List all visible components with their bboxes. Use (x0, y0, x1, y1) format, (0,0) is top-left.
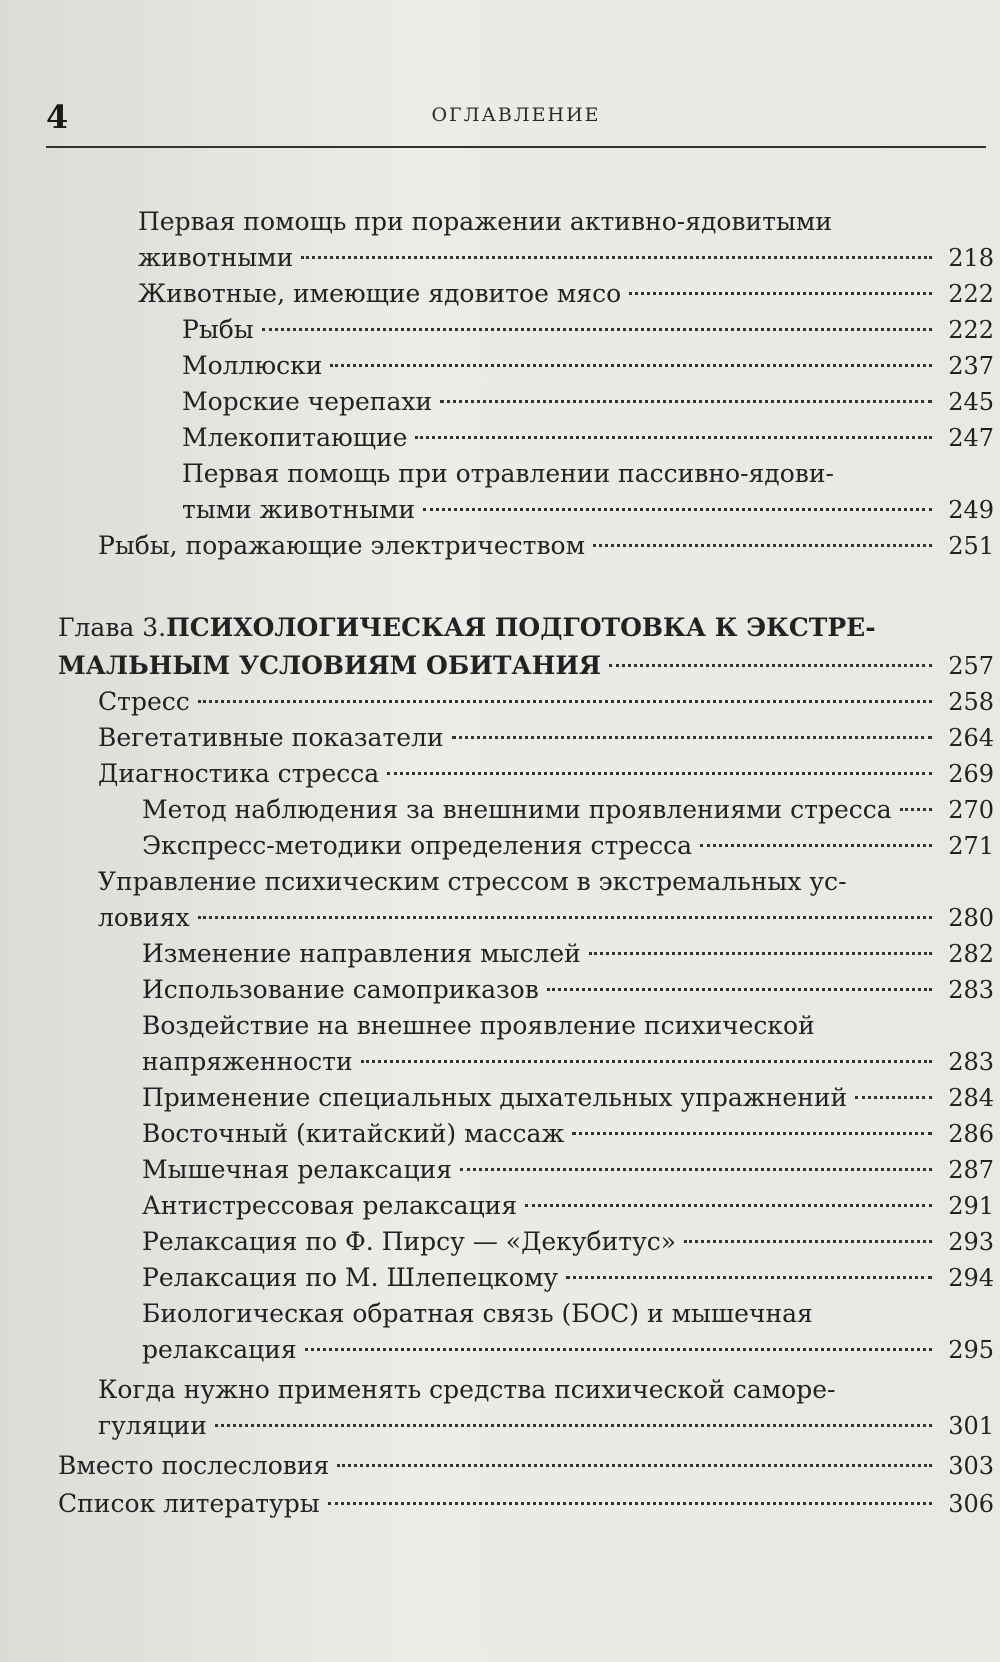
toc-page-number: 283 (948, 976, 994, 1004)
toc-page-number: 251 (948, 532, 994, 560)
toc-page-number: 280 (948, 904, 994, 932)
toc-entry-title: Рыбы, поражающие электричеством (98, 531, 586, 560)
toc-page-number: 282 (948, 940, 994, 968)
dot-leader (900, 808, 932, 811)
toc-page-number: 257 (948, 652, 994, 680)
toc-page-number: 291 (948, 1192, 994, 1220)
toc-entry-title-continued: релаксация (142, 1335, 297, 1364)
toc-entry-title: Первая помощь при поражении активно-ядовитыми (138, 207, 832, 236)
toc-entry-title: Животные, имеющие ядовитое мясо (138, 279, 622, 308)
toc-entry-title: Экспресс-методики определения стресса (142, 831, 693, 860)
dot-leader (629, 292, 932, 295)
toc-entry-title: Вегетативные показатели (98, 723, 444, 752)
dot-leader (452, 736, 932, 739)
dot-leader (593, 544, 932, 547)
toc-page-number: 264 (948, 724, 994, 752)
dot-leader (440, 400, 932, 403)
toc-page-number: 247 (948, 424, 994, 452)
chapter-title: ПСИХОЛОГИЧЕСКАЯ ПОДГОТОВКА К ЭКСТРЕ- (166, 613, 876, 642)
toc-page-number: 284 (948, 1084, 994, 1112)
toc-entry-title: Изменение направления мыслей (142, 939, 581, 968)
toc-page-number: 269 (948, 760, 994, 788)
toc-entry-title: Млекопитающие (182, 423, 408, 452)
toc-page-number: 283 (948, 1048, 994, 1076)
toc-page-number: 293 (948, 1228, 994, 1256)
toc-entry-title: Мышечная релаксация (142, 1155, 452, 1184)
dot-leader (855, 1096, 932, 1099)
toc-entry-title: Первая помощь при отравлении пассивно-ядови- (182, 459, 834, 488)
toc-entry-title: Диагностика стресса (98, 759, 380, 788)
dot-leader (609, 664, 932, 667)
toc-entry-title: Релаксация по Ф. Пирсу — «Декубитус» (142, 1227, 677, 1256)
dot-leader (198, 916, 932, 919)
toc-page-number: 237 (948, 352, 994, 380)
toc-page-number: 245 (948, 388, 994, 416)
dot-leader (361, 1060, 932, 1063)
toc-page-number: 218 (948, 244, 994, 272)
toc-page-number: 271 (948, 832, 994, 860)
dot-leader (684, 1240, 932, 1243)
chapter-title-continued: МАЛЬНЫМ УСЛОВИЯМ ОБИТАНИЯ (58, 651, 602, 680)
toc-entry-title: Использование самоприказов (142, 975, 539, 1004)
toc-page-number: 295 (948, 1336, 994, 1364)
dot-leader (547, 988, 932, 991)
toc-entry-title: Метод наблюдения за внешними проявлениями стресса (142, 795, 892, 824)
page-number: 4 (46, 98, 69, 136)
toc-page-number: 258 (948, 688, 994, 716)
toc-page-number: 294 (948, 1264, 994, 1292)
dot-leader (566, 1276, 932, 1279)
dot-leader (305, 1348, 932, 1351)
toc-entry-title-continued: напряженности (142, 1047, 353, 1076)
dot-leader (262, 328, 932, 331)
toc-entry-title: Моллюски (182, 351, 323, 380)
toc-entry-title: Список литературы (58, 1489, 320, 1518)
toc-entry-title: Вместо послесловия (58, 1451, 330, 1480)
toc-page-number: 286 (948, 1120, 994, 1148)
toc-page-number: 287 (948, 1156, 994, 1184)
toc-entry-title-continued: тыми животными (182, 495, 416, 524)
chapter-prefix: Глава 3. (58, 613, 167, 642)
dot-leader (387, 772, 932, 775)
dot-leader (460, 1168, 932, 1171)
toc-entry-title-continued: ловиях (98, 903, 190, 932)
toc-entry-title: Стресс (98, 687, 190, 716)
toc-entry-title: Восточный (китайский) массаж (142, 1119, 565, 1148)
dot-leader (589, 952, 932, 955)
toc-page-number: 249 (948, 496, 994, 524)
toc-entry-title-continued: гуляции (98, 1411, 207, 1440)
toc-entry-title: Воздействие на внешнее проявление психической (142, 1011, 815, 1040)
toc-page-number: 222 (948, 316, 994, 344)
dot-leader (328, 1502, 932, 1505)
toc-entry-title: Релаксация по М. Шлепецкому (142, 1263, 559, 1292)
toc-page-number: 306 (948, 1490, 994, 1518)
dot-leader (330, 364, 932, 367)
toc-page-number: 222 (948, 280, 994, 308)
dot-leader (301, 256, 932, 259)
toc-entry-title: Управление психическим стрессом в экстремальных ус- (98, 867, 847, 896)
toc-entry-title: Когда нужно применять средства психической саморе- (98, 1375, 836, 1404)
toc-entry-title: Биологическая обратная связь (БОС) и мышечная (142, 1299, 813, 1328)
toc-entry-title: Антистрессовая релаксация (142, 1191, 518, 1220)
dot-leader (215, 1424, 932, 1427)
toc-entry-title-continued: животными (138, 243, 294, 272)
dot-leader (572, 1132, 932, 1135)
toc-page-number: 270 (948, 796, 994, 824)
dot-leader (700, 844, 932, 847)
toc-entry-title: Применение специальных дыхательных упражнений (142, 1083, 848, 1112)
dot-leader (525, 1204, 932, 1207)
dot-leader (423, 508, 932, 511)
dot-leader (337, 1464, 932, 1467)
dot-leader (198, 700, 932, 703)
toc-page-number: 303 (948, 1452, 994, 1480)
toc-entry-title: Морские черепахи (182, 387, 433, 416)
toc-entry-title: Рыбы (182, 315, 254, 344)
toc-page-number: 301 (948, 1412, 994, 1440)
section-title: ОГЛАВЛЕНИЕ (431, 104, 601, 126)
dot-leader (415, 436, 932, 439)
